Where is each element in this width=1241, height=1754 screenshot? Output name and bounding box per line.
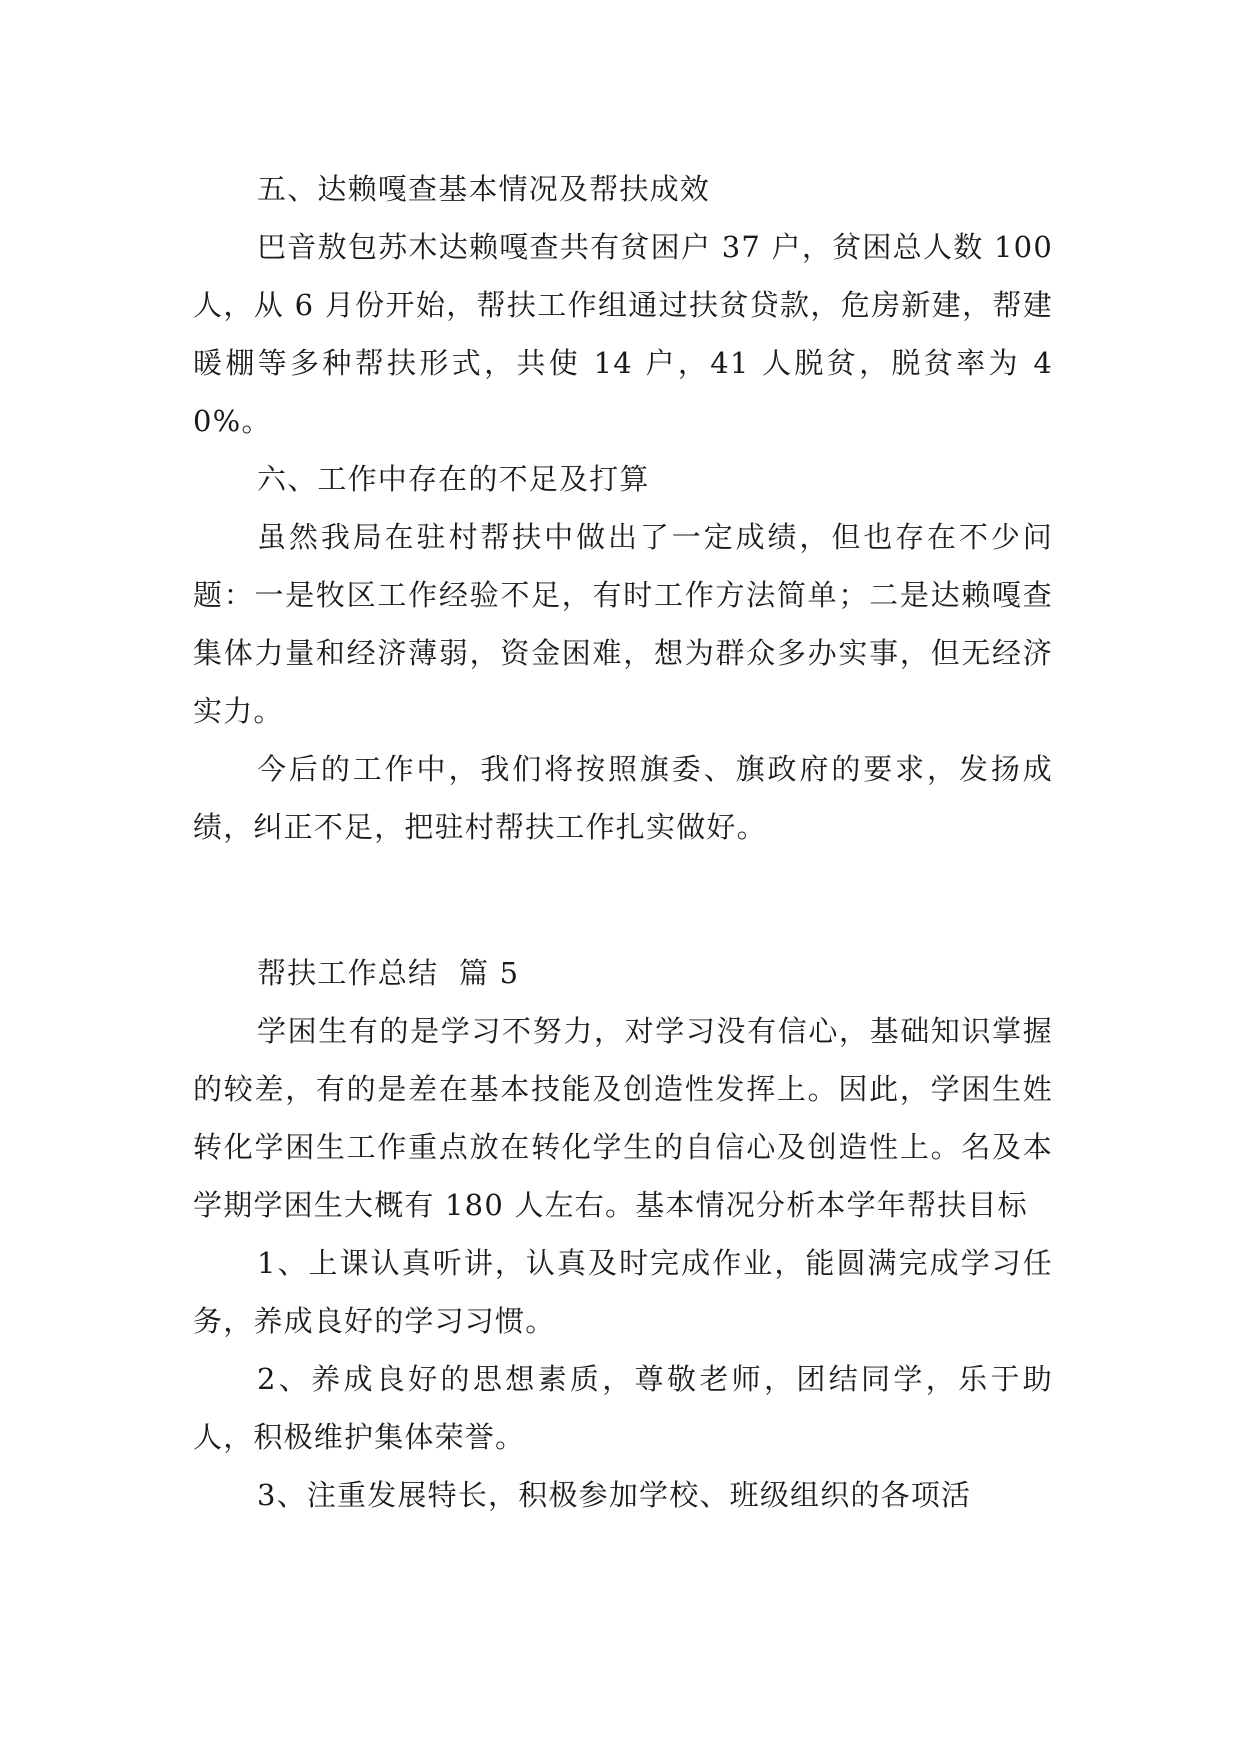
section-6-paragraph-2: 今后的工作中，我们将按照旗委、旗政府的要求，发扬成绩，纠正不足，把驻村帮扶工作扎实做好。 <box>193 752 1053 844</box>
section-gap <box>193 856 1053 944</box>
article-5-title: 帮扶工作总结 篇 5 <box>257 956 520 990</box>
section-5-paragraph: 巴音敖包苏木达赖嘎查共有贫困户 37 户，贫困总人数 100 人，从 6 月份开始，帮扶工作组通过扶贫贷款，危房新建，帮建暖棚等多种帮扶形式，共使 14 户，41 人脱贫，脱贫率为 40%。 <box>193 230 1053 438</box>
section-5-heading: 五、达赖嘎查基本情况及帮扶成效 <box>257 172 711 206</box>
article-5-intro-paragraph: 学困生有的是学习不努力，对学习没有信心，基础知识掌握的较差，有的是差在基本技能及创造性发挥上。因此，学困生姓转化学困生工作重点放在转化学生的自信心及创造性上。名及本学期学困生大概有 180 人左右。基本情况分析本学年帮扶目标 <box>193 1014 1053 1222</box>
document-page <box>193 160 1053 1524</box>
article-5-goal-item-1: 1、上课认真听讲，认真及时完成作业，能圆满完成学习任务，养成良好的学习习惯。 <box>193 1246 1053 1338</box>
section-6-heading: 六、工作中存在的不足及打算 <box>257 462 650 496</box>
section-6-paragraph-1: 虽然我局在驻村帮扶中做出了一定成绩，但也存在不少问题：一是牧区工作经验不足，有时工作方法简单；二是达赖嘎查集体力量和经济薄弱，资金困难，想为群众多办实事，但无经济实力。 <box>193 520 1053 728</box>
article-5-goal-item-2: 2、养成良好的思想素质，尊敬老师，团结同学，乐于助人，积极维护集体荣誉。 <box>193 1362 1053 1454</box>
article-5-goal-item-3: 3、注重发展特长，积极参加学校、班级组织的各项活 <box>257 1478 972 1512</box>
